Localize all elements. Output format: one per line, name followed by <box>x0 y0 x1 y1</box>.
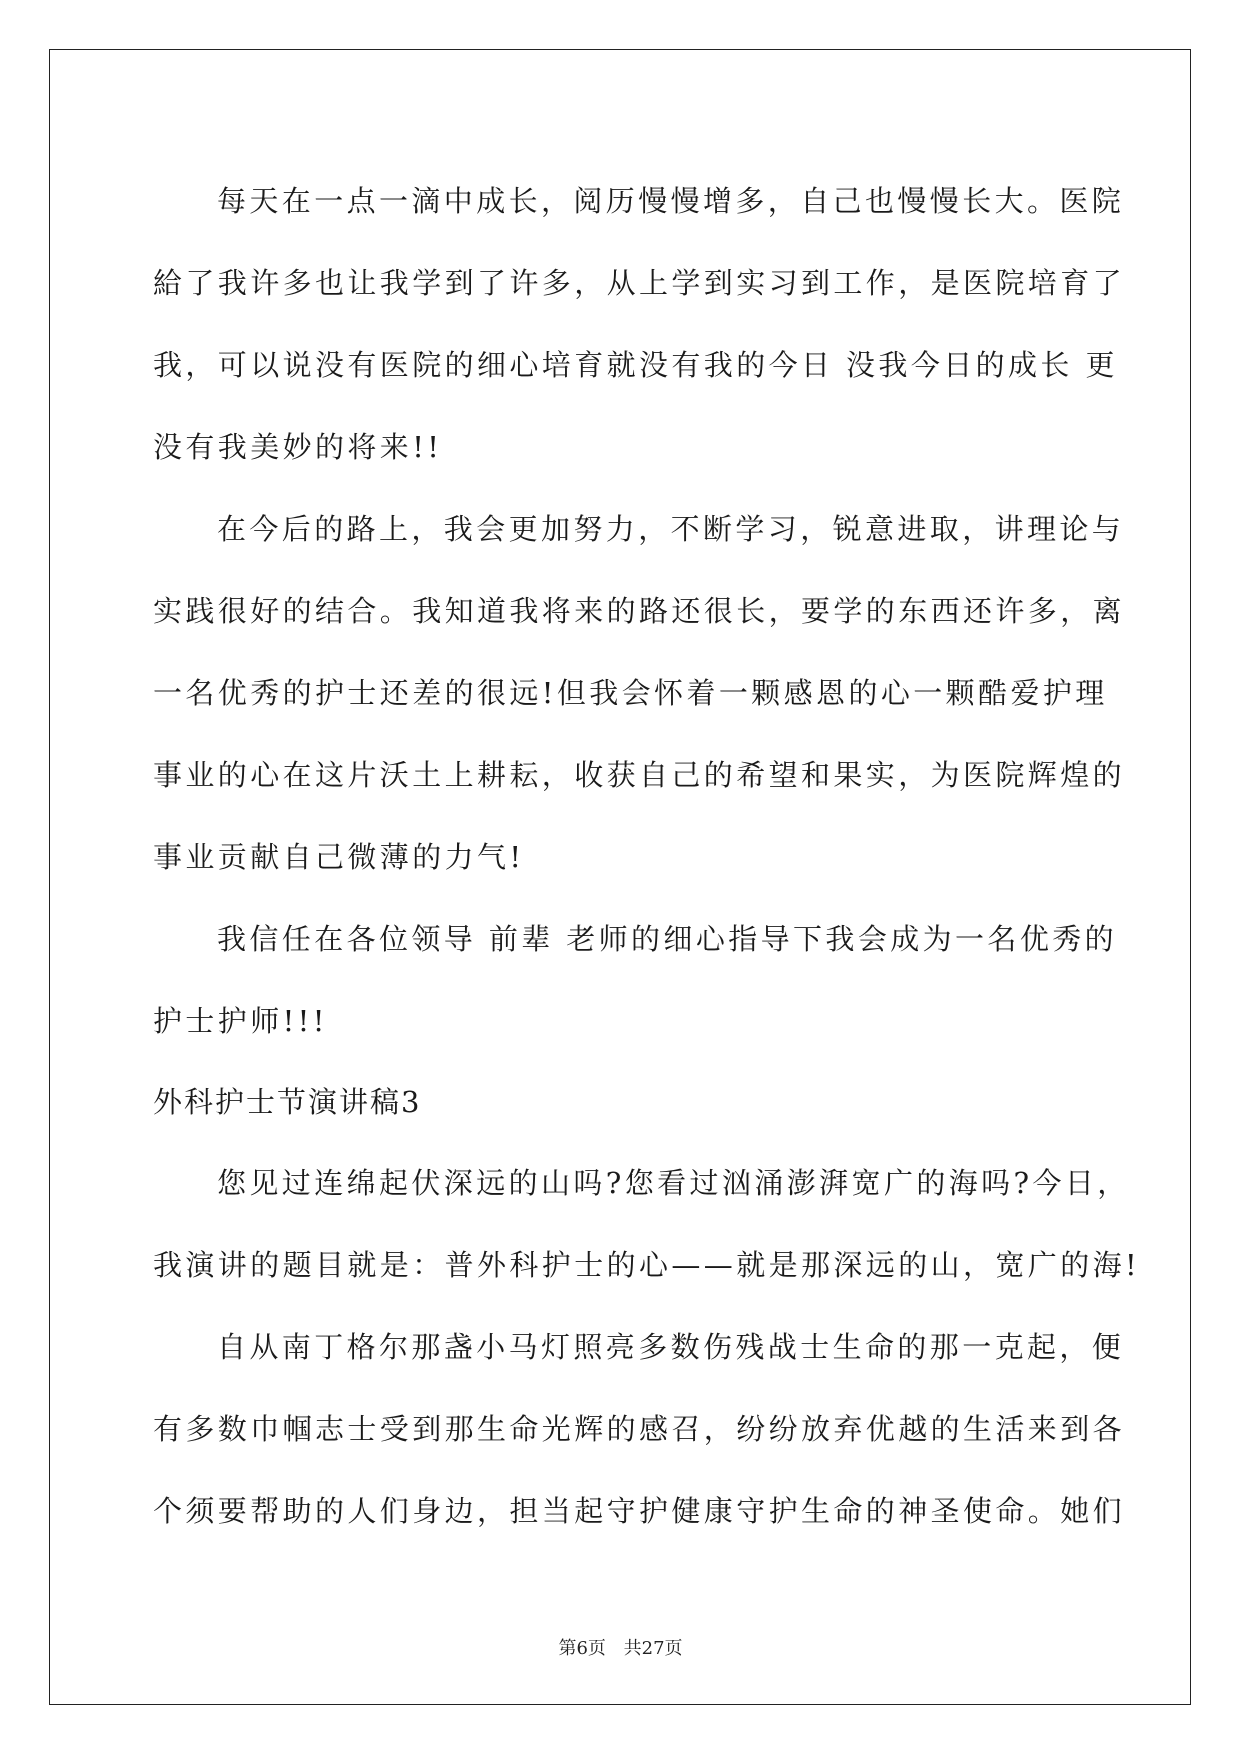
paragraph-line: 事业贡献自己微薄的力气! <box>153 840 525 874</box>
paragraph-line: 事业的心在这片沃土上耕耘，收获自己的希望和果实，为医院辉煌的 <box>153 758 1126 792</box>
section-heading: 外科护士节演讲稿3 <box>153 1085 422 1119</box>
paragraph-line: 个须要帮助的人们身边，担当起守护健康守护生命的神圣使命。她们 <box>153 1494 1126 1528</box>
paragraph-line: 在今后的路上，我会更加努力，不断学习，锐意进取，讲理论与 <box>217 512 1125 546</box>
paragraph-line: 每天在一点一滴中成长，阅历慢慢增多，自己也慢慢长大。医院 <box>217 184 1125 218</box>
paragraph-line: 我信任在各位领导 前辈 老师的细心指导下我会成为一名优秀的 <box>217 922 1118 956</box>
paragraph-line: 我，可以说没有医院的细心培育就没有我的今日 没我今日的成长 更 <box>153 348 1118 382</box>
paragraph-line: 有多数巾帼志士受到那生命光辉的感召，纷纷放弃优越的生活来到各 <box>153 1412 1126 1446</box>
document-body <box>153 160 1141 1552</box>
paragraph-line: 您见过连绵起伏深远的山吗?您看过汹涌澎湃宽广的海吗?今日， <box>217 1166 1130 1200</box>
page-number: 第6页 <box>558 1638 606 1659</box>
paragraph-line: 实践很好的结合。我知道我将来的路还很长，要学的东西还许多，离 <box>153 594 1126 628</box>
paragraph-line: 护士护师!!! <box>153 1004 328 1038</box>
paragraph-line: 自从南丁格尔那盏小马灯照亮多数伤残战士生命的那一克起，便 <box>217 1330 1125 1364</box>
paragraph-line: 没有我美妙的将来!! <box>153 430 443 464</box>
paragraph-line: 給了我许多也让我学到了许多，从上学到实习到工作，是医院培育了 <box>153 266 1126 300</box>
paragraph-line: 一名优秀的护士还差的很远!但我会怀着一颗感恩的心一颗酷爱护理 <box>153 676 1108 710</box>
page-total: 共27页 <box>623 1638 683 1659</box>
paragraph-line: 我演讲的题目就是：普外科护士的心——就是那深远的山，宽广的海! <box>153 1248 1141 1282</box>
page-footer <box>0 1634 1241 1660</box>
